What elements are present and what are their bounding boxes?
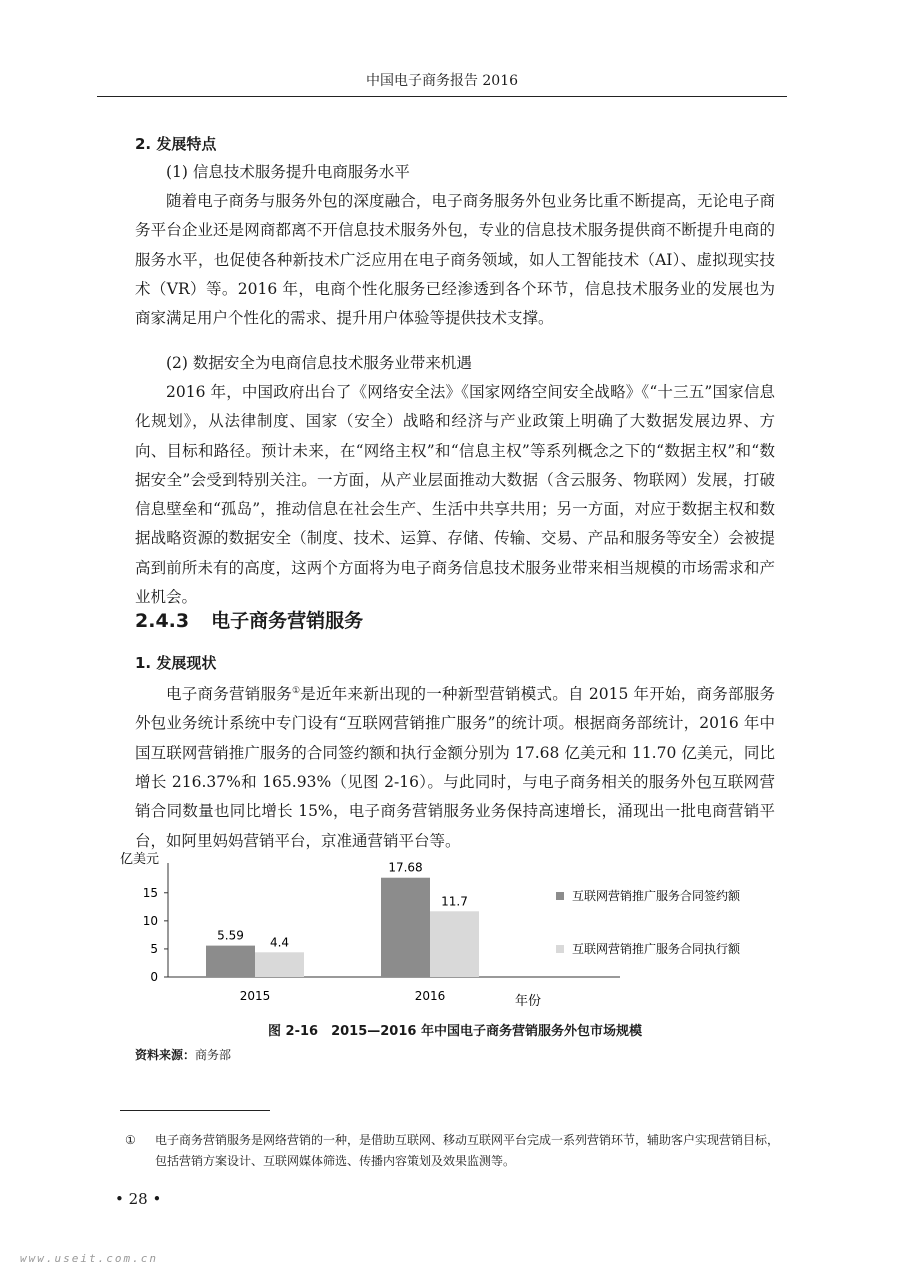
bar-value-label: 5.59 bbox=[217, 928, 244, 943]
figure-caption: 图 2-16 2015—2016 年中国电子商务营销服务外包市场规模 bbox=[268, 1024, 642, 1039]
bar-2015-series-1 bbox=[255, 952, 304, 977]
source-value: 商务部 bbox=[195, 1048, 232, 1062]
section-number: 2.4.3 bbox=[135, 610, 190, 632]
paragraph-it-services: 随着电子商务与服务外包的深度融合，电子商务服务外包业务比重不断提高，无论电子商务平台企业还是网商都离不开信息技术服务外包，专业的信息技术服务提供商不断提升电商的服务水平，也促使各种新技术广泛应用在电子商务领域，如人工智能技术（AI）、虚拟现实技术（VR）等。2016 年，电商个性化服务已经渗透到各个环节，信息技术服务业的发展也为商家满足用户个性化的需求、提升用户体验等提供技术支撑。 bbox=[135, 192, 775, 328]
y-axis-label: 亿美元 bbox=[120, 852, 160, 867]
section-heading-status: 1. 发展现状 bbox=[135, 654, 217, 672]
bar-2016-series-1 bbox=[430, 911, 479, 977]
footnote-ref[interactable]: ① bbox=[291, 686, 301, 696]
section-heading-features: 2. 发展特点 bbox=[135, 135, 217, 153]
y-tick-label: 5 bbox=[150, 941, 158, 956]
legend-label: 互联网营销推广服务合同执行额 bbox=[572, 942, 741, 956]
bar-value-label: 4.4 bbox=[269, 935, 290, 950]
legend-label: 互联网营销推广服务合同签约额 bbox=[572, 889, 741, 903]
bar-2016-series-0 bbox=[381, 878, 430, 977]
running-header: 中国电子商务报告 2016 bbox=[365, 73, 519, 89]
section-title-text: 电子商务营销服务 bbox=[211, 610, 364, 632]
x-tick-label: 2016 bbox=[414, 989, 446, 1003]
bar-value-label: 11.7 bbox=[441, 894, 468, 909]
bar-value-label: 17.68 bbox=[388, 860, 423, 875]
y-axis-ticks bbox=[143, 886, 168, 984]
section-title-243 bbox=[135, 606, 363, 633]
footnote-mark: ① bbox=[125, 1133, 136, 1147]
header-rule bbox=[97, 96, 787, 97]
paragraph-rest: 是近年来新出现的一种新型营销模式。自 2015 年开始，商务部服务外包业务统计系统中专门设有“互联网营销推广服务”的统计项。根据商务部统计，2016 年中国互联网营销推广服务的合同签约额和执行金额分别为 17.68 亿美元和 11.70 亿美元，同比增长 216.37%和 165.93%（见图 2-16）。与此同时，与电子商务相关的服务外包互联网营销合同数量也同比增长 15%，电子商务营销服务业务保持高速增长，涌现出一批电商营销平台，如阿里妈妈营销平台，京准通营销平台等。 bbox=[135, 685, 775, 850]
y-tick-label: 10 bbox=[142, 913, 158, 928]
legend-swatch bbox=[556, 892, 564, 900]
source-label: 资料来源： bbox=[135, 1048, 196, 1062]
footnote bbox=[125, 1130, 785, 1172]
paragraph-data-security: 2016 年，中国政府出台了《网络安全法》《国家网络空间安全战略》《“十三五”国家信息化规划》，从法律制度、国家（安全）战略和经济与产业政策上明确了大数据发展边界、方向、目标和路径。预计未来，在“网络主权”和“信息主权”等系列概念之下的“数据主权”和“数据安全”会受到特别关注。一方面，从产业层面推动大数据（含云服务、物联网）发展，打破信息壁垒和“孤岛”，推动信息在社会生产、生活中共享共用；另一方面，对应于数据主权和数据战略资源的数据安全（制度、技术、运算、存储、传输、交易、产品和服务等安全）会被提高到前所未有的高度，这两个方面将为电子商务信息技术服务业带来相当规模的市场需求和产业机会。 bbox=[135, 383, 775, 607]
y-tick-label: 0 bbox=[150, 970, 158, 984]
bars bbox=[206, 861, 479, 977]
paragraph-marketing bbox=[135, 677, 775, 856]
y-tick-label: 15 bbox=[142, 885, 158, 900]
x-axis-ticks bbox=[240, 989, 446, 1003]
legend-swatch bbox=[556, 945, 564, 953]
subheading-it-services: (1) 信息技术服务提升电商服务水平 bbox=[166, 163, 410, 181]
page-number: • 28 • bbox=[115, 1190, 162, 1208]
legend bbox=[556, 888, 741, 956]
subheading-data-security: (2) 数据安全为电商信息技术服务业带来机遇 bbox=[166, 354, 472, 372]
footnote-text: 电子商务营销服务是网络营销的一种，是借助互联网、移动互联网平台完成一系列营销环节，辅助客户实现营销目标，包括营销方案设计、互联网媒体筛选、传播内容策划及效果监测等。 bbox=[155, 1133, 780, 1168]
bar-2015-series-0 bbox=[206, 946, 255, 977]
market-size-chart bbox=[100, 845, 800, 1010]
figure-source bbox=[135, 1046, 231, 1063]
x-axis-label: 年份 bbox=[515, 994, 542, 1009]
watermark: www.useit.com.cn bbox=[20, 1252, 158, 1265]
paragraph-lead: 电子商务营销服务 bbox=[166, 685, 292, 704]
footnote-rule bbox=[120, 1110, 270, 1111]
x-tick-label: 2015 bbox=[239, 989, 271, 1003]
